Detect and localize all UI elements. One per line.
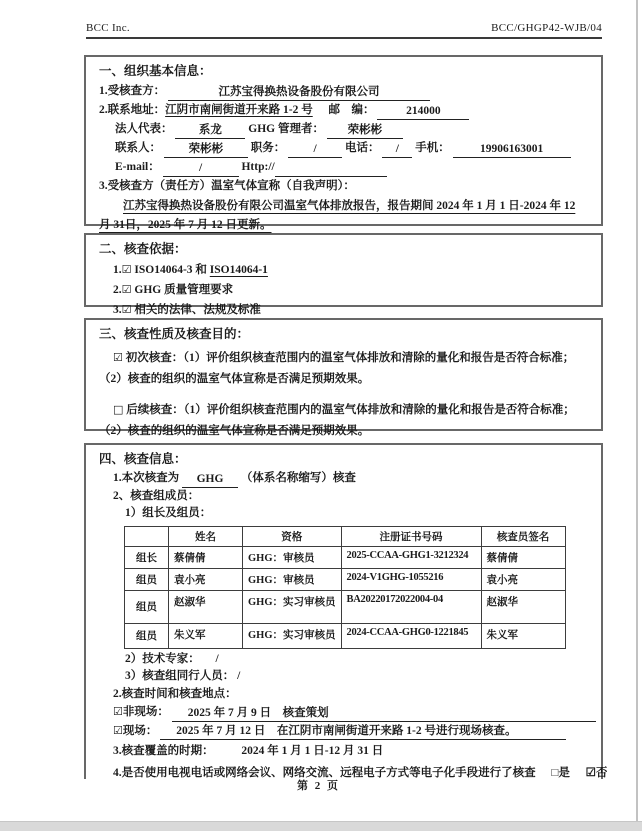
ghg-manager-label: GHG 管理者： [248,123,324,135]
section-2-title: 二、核查依据： [99,242,187,256]
scan-edge-right [636,0,638,821]
section-verification-basis [84,233,603,316]
checked-checkbox-icon: ☑ [121,263,132,276]
system-abbr-field: GHG [182,472,238,488]
contact-label: 联系人： [115,142,161,154]
member-name: 赵淑华 [169,590,243,623]
member-role: 组员 [125,623,169,648]
verification-type-line [113,470,588,488]
duty-label: 职务： [250,142,286,154]
checked-checkbox-icon: ☑ [113,723,123,737]
basis-item-2-text: GHG 质量管理要求 [134,284,234,296]
accompanying-label: 3）核查组同行人员： [125,670,235,682]
member-name: 朱义军 [169,623,243,648]
offsite-value: 2025 年 7 月 9 日 核查策划 [172,706,596,722]
item-number: 2. [113,284,122,296]
contact-field: 荣彬彬 [164,142,248,158]
email-line [115,158,588,177]
section-basic-info [84,55,603,231]
member-role: 组员 [125,568,169,590]
onsite-label: 现场： [122,724,158,737]
document-code: BCC/GHGP42-WJB/04 [491,22,602,34]
offsite-line [113,703,588,722]
member-qualification: GHG：实习审核员 [243,590,342,623]
mobile-field: 19906163001 [453,142,571,158]
member-qualification: GHG：实习审核员 [243,623,342,648]
offsite-label: 非现场： [122,706,169,718]
company-name: BCC Inc. [86,22,130,34]
address-label: 2.联系地址： [99,104,166,116]
section-1-title: 一、组织基本信息： [99,64,212,78]
tel-field: / [382,142,412,158]
basis-item-1-text: ISO14064-3 和 [134,264,207,276]
contact-line [115,139,588,158]
auditee-name-field: 江苏宝得换热设备股份有限公司 [168,85,430,101]
coverage-period-label: 3.核查覆盖的时期： [113,745,214,757]
section-4-title: 四、核查信息： [99,452,187,466]
verification-team-table [124,526,566,649]
member-certificate: 2025-CCAA-GHG1-3212324 [341,546,481,568]
member-name: 蔡倩倩 [169,546,243,568]
tech-expert-line [125,651,588,669]
followup-verification-label: 后续核查： [126,404,184,416]
accompanying-value: / [237,670,241,682]
basis-item-1 [113,260,588,280]
accompanying-line [125,668,588,686]
item-number: 1. [113,264,122,276]
initial-verification-label: 初次核查： [125,352,184,364]
zip-label: 邮 编： [328,104,375,116]
followup-verification-text: （1）评价组织核查范围内的温室气体排放和清除的量化和报告是否符合标准；（2）核查的组织的温室气体宣称是否满足预期效果。 [99,404,575,437]
initial-verification-text: （1）评价组织核查范围内的温室气体排放和清除的量化和报告是否符合标准；（2）核查的组织的温室气体宣称是否满足预期效果。 [99,352,575,385]
checked-checkbox-icon: ☑ [113,705,123,718]
basis-item-2 [113,280,588,300]
table-row [125,568,566,590]
email-field: / [163,161,239,177]
auditee-line [99,82,588,101]
electronic-no: ☑否 [585,766,608,779]
table-row [125,623,566,648]
checked-checkbox-icon: ☑ [121,283,132,296]
address-value: 江阴市南闸街道开来路 1-2 号 [165,104,313,116]
col-role [125,526,169,546]
ghg-claim-label-line: 3.受核查方（责任方）温室气体宣称（自我声明）： [99,180,355,192]
onsite-value: 2025 年 7 月 12 日 在江阴市南闸街道开来路 1-2 号进行现场核查。 [160,724,566,740]
member-certificate: 2024-CCAA-GHG0-1221845 [341,623,481,648]
document-header [86,22,602,39]
team-members-label: 2、核查组成员： [113,489,200,502]
duty-field: / [288,142,342,158]
electronic-means-text: 4.是否使用电视电话或网络会议、网络交流、远程电子方式等电子化手段进行了核查 [113,766,536,779]
member-signature: 朱义军 [481,623,565,648]
member-role: 组员 [125,590,169,623]
member-signature: 蔡倩倩 [481,546,565,568]
member-signature: 袁小亮 [481,568,565,590]
basis-item-3-text: 相关的法律、法规及标准 [134,304,261,316]
time-place-label: 2.核查时间和核查地点： [113,687,237,700]
legal-rep-line [115,120,588,139]
http-label: Http:// [241,161,275,173]
table-row [125,546,566,568]
member-certificate: 2024-V1GHG-1055216 [341,568,481,590]
address-line [99,101,588,120]
tech-expert-value: / [215,652,219,665]
member-certificate: BA20220172022004-04 [341,590,481,623]
onsite-line [113,722,588,741]
col-signature: 核查员签名 [481,526,565,546]
unchecked-checkbox-icon: □ [113,403,124,416]
auditee-label: 1.受核查方： [99,85,166,97]
member-role: 组长 [125,546,169,568]
verification-type-pre: 1.本次核查为 [113,472,180,484]
basis-item-3 [113,300,588,320]
legal-rep-field: 系龙 [175,123,245,139]
ghg-manager-field: 荣彬彬 [327,123,403,139]
followup-verification-paragraph [99,399,588,442]
checked-checkbox-icon: ☑ [121,303,132,316]
section-verification-nature [84,318,603,437]
table-header-row [125,526,566,546]
coverage-period-line [113,743,588,761]
member-qualification: GHG：审核员 [243,568,342,590]
checked-checkbox-icon: ☑ [113,351,123,364]
table-row [125,590,566,623]
tel-label: 电话： [345,142,380,154]
zip-field: 214000 [377,104,469,120]
tech-expert-label: 2）技术专家： [125,652,200,665]
mobile-label: 手机： [415,142,450,154]
electronic-yes: □是 [551,766,570,779]
ghg-claim-statement: 江苏宝得换热设备股份有限公司温室气体排放报告，报告期间 2024 年 1 月 1 日-2024 年 12 月 31日，2025 年 7 月 12 日更新。 [99,200,576,231]
verification-type-post: （体系名称缩写）核查 [240,472,356,484]
section-3-title: 三、核查性质及核查目的： [99,327,250,341]
item-number: 3. [113,304,122,316]
page-number: 第 2 页 [297,780,340,792]
member-name: 袁小亮 [169,568,243,590]
coverage-period-value: 2024 年 1 月 1 日-12 月 31 日 [241,745,384,757]
member-signature: 赵淑华 [481,590,565,623]
col-qualification: 资格 [243,526,342,546]
section-verification-info [84,443,608,779]
initial-verification-paragraph [99,347,588,390]
col-certificate: 注册证书号码 [341,526,481,546]
legal-rep-label: 法人代表： [115,123,173,135]
col-name: 姓名 [169,526,243,546]
member-qualification: GHG：审核员 [243,546,342,568]
basis-item-1-standard: ISO14064-1 [209,264,268,276]
email-label: E-mail： [115,161,160,173]
leader-members-label: 1）组长及组员： [125,507,212,519]
